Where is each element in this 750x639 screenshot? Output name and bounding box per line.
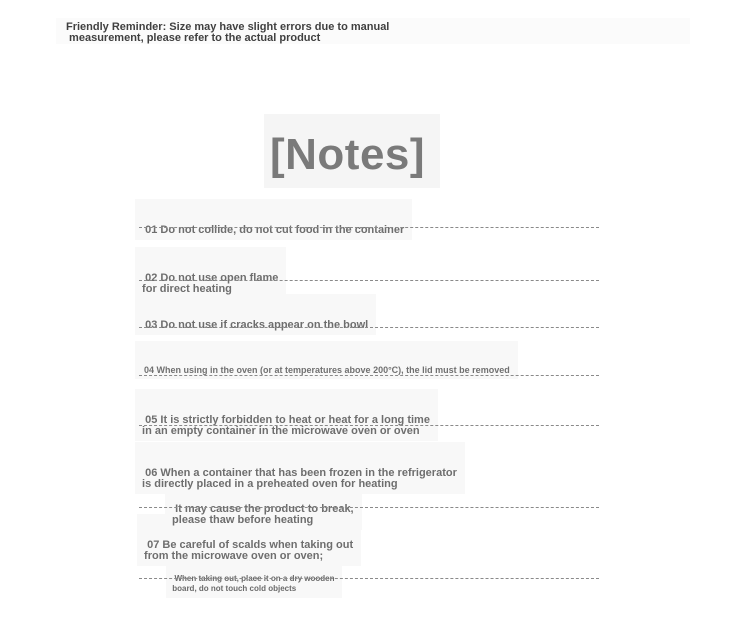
dashed-divider bbox=[139, 425, 599, 426]
page-title: [Notes] bbox=[270, 130, 426, 179]
note-07-detail-text: When taking out, place it on a dry wooden board, do not touch cold objects bbox=[172, 574, 335, 593]
note-07-text: 07 Be careful of scalds when taking out from the microwave oven or oven; bbox=[144, 539, 354, 562]
note-06-detail-text: It may cause the product to break, please thaw before heating bbox=[172, 503, 354, 526]
reminder-line-1: Friendly Reminder: Size may have slight errors due to manual bbox=[66, 21, 390, 33]
dashed-divider bbox=[139, 327, 599, 328]
note-05-text: 05 It is strictly forbidden to heat or heat for a long time in an empty container in the microwave oven or oven bbox=[142, 414, 430, 437]
note-01 bbox=[139, 203, 404, 236]
note-01-text: 01 Do not collide, do not cut food in the container bbox=[145, 224, 405, 236]
note-07-detail bbox=[170, 554, 334, 594]
reminder-line-2: measurement, please refer to the actual product bbox=[66, 32, 321, 44]
note-05 bbox=[139, 393, 430, 437]
dashed-divider bbox=[139, 375, 599, 376]
dashed-divider bbox=[139, 578, 599, 579]
dashed-divider bbox=[139, 227, 599, 228]
note-02-text: 02 Do not use open flame for direct heating bbox=[142, 272, 279, 295]
note-04 bbox=[139, 345, 510, 375]
friendly-reminder-banner bbox=[56, 18, 690, 44]
dashed-divider bbox=[139, 507, 599, 508]
note-02 bbox=[139, 251, 278, 295]
note-03-text: 03 Do not use if cracks appear on the bowl bbox=[145, 319, 369, 331]
note-04-text: 04 When using in the oven (or at temperatures above 200°C), the lid must be removed bbox=[144, 365, 510, 375]
dashed-divider bbox=[139, 280, 599, 281]
friendly-reminder-text bbox=[66, 22, 389, 44]
note-06-text: 06 When a container that has been frozen in the refrigerator is directly placed in a preheated oven for heating bbox=[142, 467, 457, 490]
